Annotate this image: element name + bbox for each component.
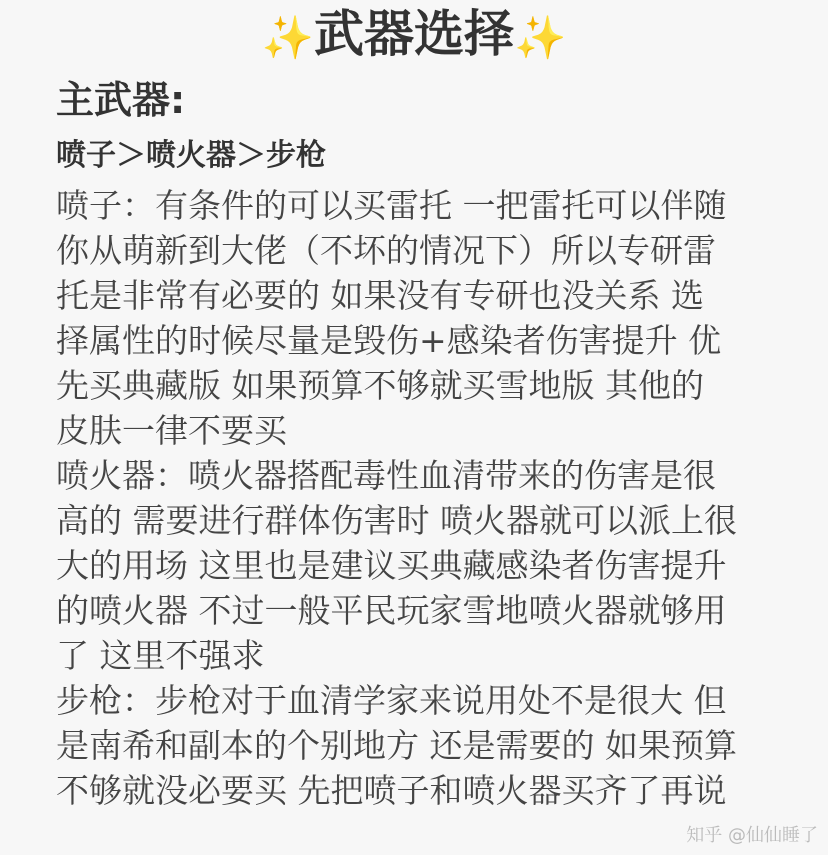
watermark: 知乎 @仙仙睡了: [686, 825, 818, 846]
body-line: 了 这里不强求: [56, 636, 265, 675]
body-line: 步枪：步枪对于血清学家来说用处不是很大 但: [56, 681, 727, 720]
section-heading: 主武器:: [56, 78, 186, 122]
body-line: 托是非常有必要的 如果没有专研也没关系 选: [56, 276, 704, 315]
page-title-text: 武器选择: [314, 5, 514, 63]
page-title: [0, 2, 828, 66]
weapon-priority: 喷子＞喷火器＞步枪: [56, 138, 326, 173]
body-line: 是南希和副本的个别地方 还是需要的 如果预算: [56, 726, 737, 765]
body-line: 皮肤一律不要买: [56, 411, 287, 450]
body-line: 的喷火器 不过一般平民玩家雪地喷火器就够用: [56, 591, 727, 630]
body-line: 先买典藏版 如果预算不够就买雪地版 其他的: [56, 366, 704, 405]
sparkle-icon-right: ✨: [514, 12, 567, 62]
body-line: 你从萌新到大佬（不坏的情况下）所以专研雷: [56, 231, 716, 270]
body-line: 择属性的时候尽量是毁伤+感染者伤害提升 优: [56, 321, 722, 360]
body-line: 大的用场 这里也是建议买典藏感染者伤害提升: [56, 546, 727, 585]
body-line: 喷火器：喷火器搭配毒性血清带来的伤害是很: [56, 456, 716, 495]
body-line: 高的 需要进行群体伤害时 喷火器就可以派上很: [56, 501, 737, 540]
body-line: 不够就没必要买 先把喷子和喷火器买齐了再说: [56, 771, 727, 810]
sparkle-icon-left: ✨: [261, 12, 314, 62]
body-line: 喷子：有条件的可以买雷托 一把雷托可以伴随: [56, 186, 727, 225]
